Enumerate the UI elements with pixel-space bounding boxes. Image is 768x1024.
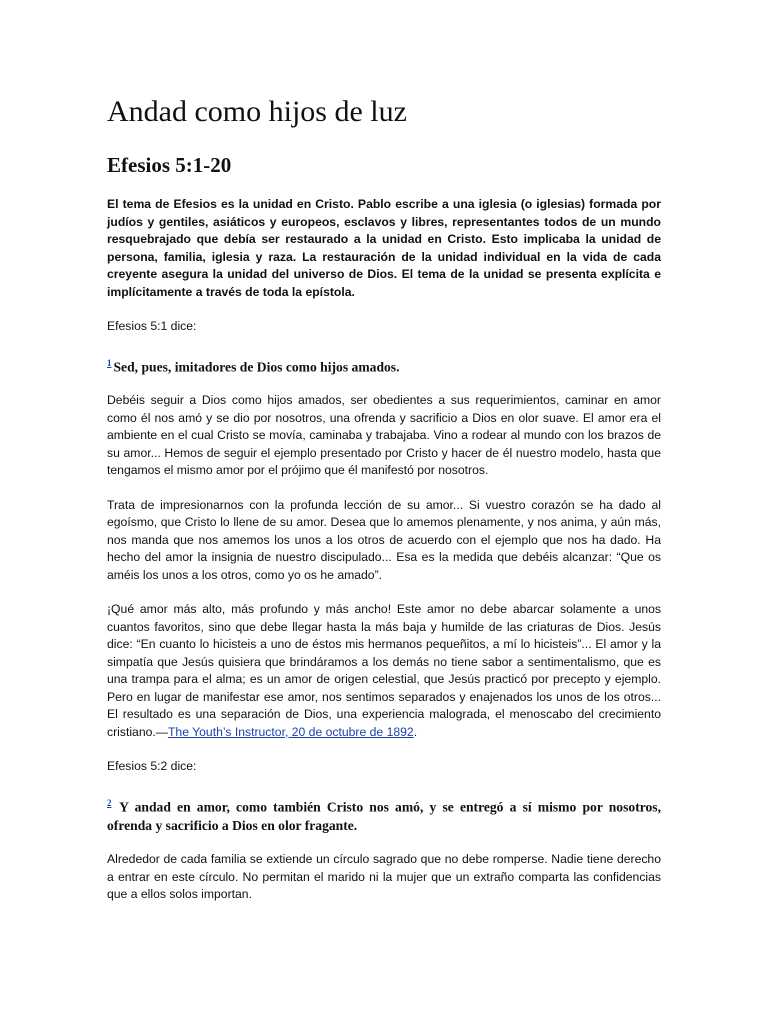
- source-link[interactable]: The Youth’s Instructor, 20 de octubre de 1892: [167, 724, 414, 739]
- verse-label-2: Efesios 5:2 dice:: [107, 759, 197, 774]
- verse-1: [107, 354, 661, 377]
- paragraph-1: Debéis seguir a Dios como hijos amados, ser obedientes a sus requerimientos, caminar en amor como él nos amó y se dio por nosotros, una ofrenda y sacrificio a Dios en olor suave. El amor era el ambiente en el cual Cristo se movía, caminaba y trabajaba. Vino a rodear al mundo con los brazos de su amor... Hemos de seguir el ejemplo presentado por Cristo y hacer de él nuestro modelo, hasta que tengamos el mismo amor por el prójimo que él manifestó por nosotros.: [107, 393, 661, 478]
- page-subtitle: Efesios 5:1-20: [107, 153, 232, 177]
- paragraph-3-text: ¡Qué amor más alto, más profundo y más ancho! Este amor no debe abarcar solamente a unos cuantos favoritos, sino que debe llegar hasta la más baja y humilde de las criaturas de Dios. Jesús dice: “En cuanto lo hicisteis a uno de éstos mis hermanos pequeñitos, a mí lo hicisteis”... El amor y la simpatía que Jesús quisiera que brindáramos a los demás no tiene sabor a sentimentalismo, que es una trampa para el alma; es un amor de origen celestial, que Jesús practicó por precepto y ejemplo. Pero en lugar de manifestar ese amor, nos sentimos separados y enajenados los unos de los otros... El resultado es una separación de Dios, una experiencia malograda, el menoscabo del crecimiento cristiano.—: [107, 602, 661, 739]
- paragraph-3: [107, 601, 661, 741]
- verse-number-link-2[interactable]: 2: [107, 797, 112, 808]
- verse-text-1: Sed, pues, imitadores de Dios como hijos amados.: [113, 359, 400, 375]
- paragraph-4: Alrededor de cada familia se extiende un círculo sagrado que no debe romperse. Nadie tiene derecho a entrar en este círculo. No permitan el marido ni la mujer que un extraño comparta las confidencias que a ellos solos importan.: [107, 852, 661, 902]
- verse-2: [107, 794, 661, 836]
- page-title: Andad como hijos de luz: [107, 95, 407, 128]
- intro-paragraph: El tema de Efesios es la unidad en Cristo. Pablo escribe a una iglesia (o iglesias) formada por judíos y gentiles, asiáticos y europeos, esclavos y libres, representantes todos de un mundo resquebrajado que debía ser restaurado a la unidad en Cristo. Esto implicaba la unidad de persona, familia, iglesia y raza. La restauración de la unidad individual en la vida de cada creyente asegura la unidad del universo de Dios. El tema de la unidad se presenta explícita e implícitamente a través de toda la epístola.: [107, 197, 661, 299]
- paragraph-2: Trata de impresionarnos con la profunda lección de su amor... Si vuestro corazón se ha dado al egoísmo, que Cristo lo llene de su amor. Desea que lo amemos plenamente, y nos anima, y aún más, nos manda que nos amemos los unos a los otros de acuerdo con el ejemplo que nos ha dado. Ha hecho del amor la insignia de nuestro discipulado... Esa es la medida que debéis alcanzar: “Que os améis los unos a los otros, como yo os he amado”.: [107, 497, 661, 582]
- verse-text-2: Y andad en amor, como también Cristo nos amó, y se entregó a sí mismo por nosotros, ofrenda y sacrificio a Dios en olor fragante.: [107, 799, 661, 834]
- paragraph-3-end: .: [413, 724, 418, 739]
- verse-label-1: Efesios 5:1 dice:: [107, 319, 197, 333]
- verse-number-link-1[interactable]: 1: [107, 357, 112, 368]
